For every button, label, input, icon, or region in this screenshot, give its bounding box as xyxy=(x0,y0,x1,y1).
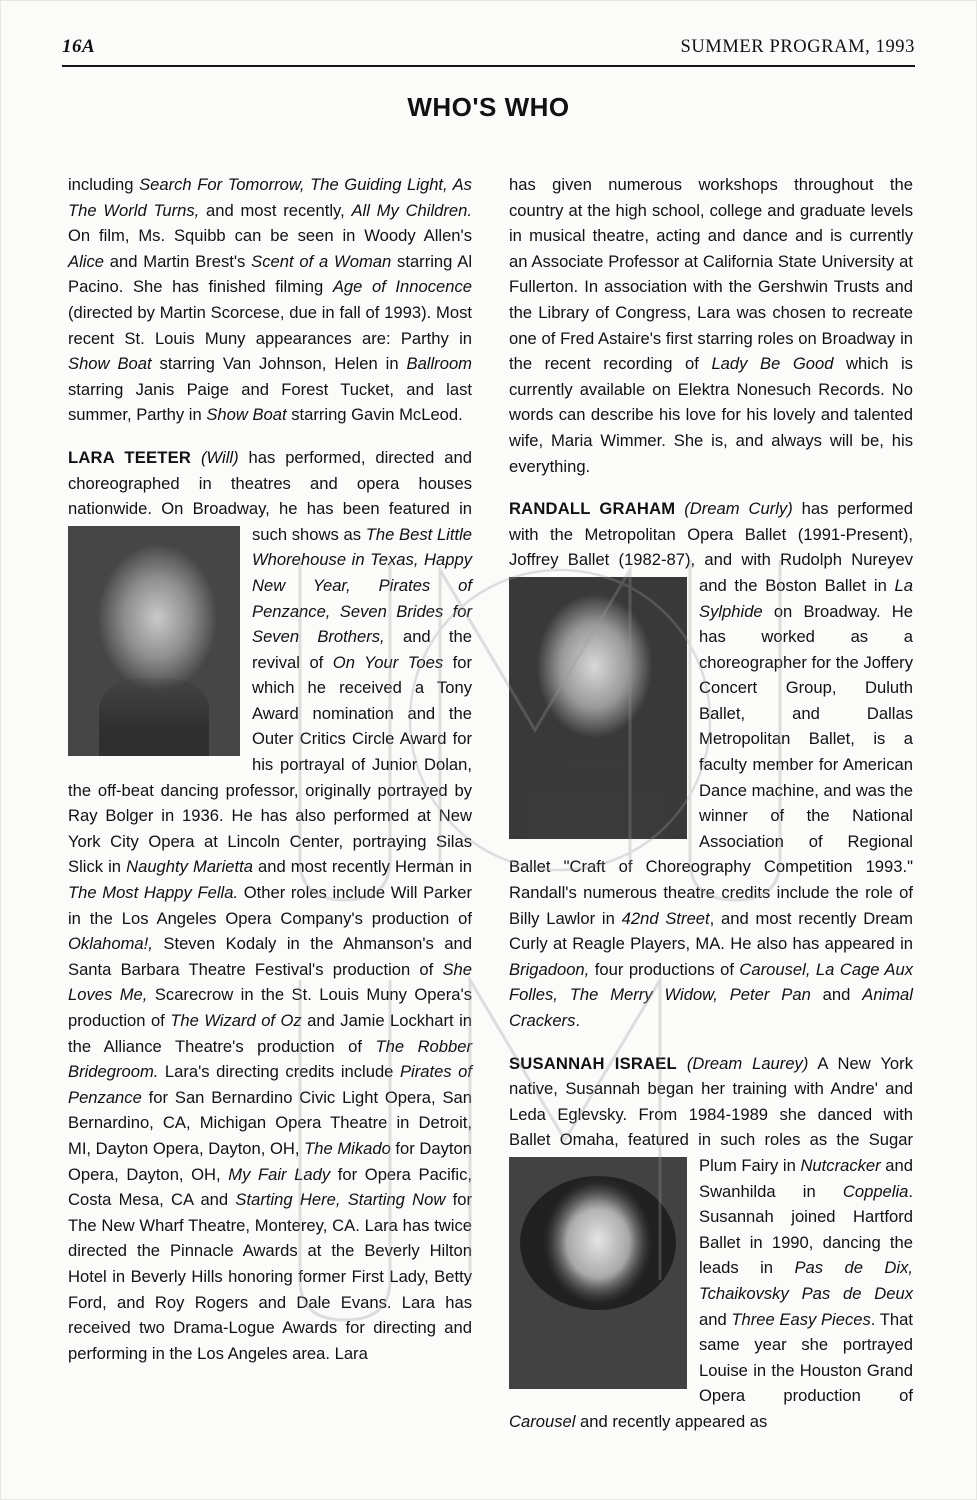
bio-role-susannah-israel: (Dream Laurey) xyxy=(686,1053,809,1073)
issue-label: SUMMER PROGRAM, 1993 xyxy=(680,37,915,57)
paragraph-susannah-israel: SUSANNAH ISRAEL (Dream Laurey) A New York native, Susannah began her training with Andre' and Leda Eglevsky. From 1984-1989 she danced with Ballet Omaha, featured in such roles as the Sugar Plum Fairy in Nutcracker and Swanhilda in Coppelia. Susannah joined Hartford Ballet in 1990, dancing the leads in Pas de Dix, Tchaikovsky Pas de Deux and Three Easy Pieces. That same year she portrayed Louise in the Houston Grand Opera production of Carousel and recently appeared as xyxy=(509,1053,913,1431)
paragraph-teeter-continued: has given numerous workshops throughout the country at the high school, college and graduate levels in musical theatre, acting and dance and is currently an Associate Professor at California State University at Fullerton. In association with the Gershwin Trusts and the Library of Congress, Lara was chosen to recreate one of Fred Astaire's first starring roles on Broadway in the recent recording of Lady Be Good which is currently available on Elektra Nonesuch Records. No words can describe his love for his lovely and talented wife, Maria Wimmer. She is, and always will be, his everything. xyxy=(509,175,913,476)
bio-role-lara-teeter: (Will) xyxy=(200,447,239,467)
paragraph-lara-teeter: LARA TEETER (Will) has performed, directed and choreographed in theatres and opera houses nationwide. On Broadway, he has been featured in such shows as The Best Little Whorehouse in Texas, Happy New Year, Pirates of Penzance, Seven Brides for Seven Brothers, and the revival of On Your Toes for which he received a Tony Award nomination and the Outer Critics Circle Award for his portrayal of Junior Dolan, the off-beat dancing professor, originally portrayed by Ray Bolger in 1936. He has also performed at New York City Opera at Lincoln Center, portraying Silas Slick in Naughty Marietta and most recently Herman in The Most Happy Fella. Other roles include Will Parker in the Los Angeles Opera Company's production of Oklahoma!, Steven Kodaly in the Ahmanson's and Santa Barbara Theatre Festival's production of She Loves Me, Scarecrow in the St. Louis Muny Opera's production of The Wizard of Oz and Jamie Lockhart in the Alliance Theatre's production of The Robber Bridegroom. Lara's directing credits include Pirates of Penzance for San Bernardino Civic Light Opera, San Bernardino, CA, Michigan Opera Theatre in Detroit, MI, Dayton Opera, Dayton, OH, The Mikado for Dayton Opera, Dayton, OH, My Fair Lady for Opera Pacific, Costa Mesa, CA and Starting Here, Starting Now for The New Wharf Theatre, Monterey, CA. Lara has twice directed the Pinnacle Awards at the Beverly Hilton Hotel in Beverly Hills honoring former First Lady, Betty Ford, and Roy Rogers and Dale Evans. Lara has received two Drama-Logue Awards for directing and performing in the Los Angeles area. Lara xyxy=(68,447,473,1363)
bio-name-lara-teeter: LARA TEETER xyxy=(68,447,192,467)
column-right xyxy=(509,172,913,1435)
bio-name-susannah-israel: SUSANNAH ISRAEL xyxy=(509,1053,677,1073)
bio-role-randall-graham: (Dream Curly) xyxy=(684,499,793,519)
header-rule xyxy=(62,65,915,67)
column-left xyxy=(68,172,472,1366)
page-folio: 16A xyxy=(62,36,96,57)
paragraph-squibb-continued: including Search For Tomorrow, The Guiding Light, As The World Turns, and most recently, All My Children. On film, Ms. Squibb can be seen in Woody Allen's Alice and Martin Brest's Scent of a Woman starring Al Pacino. She has finished filming Age of Innocence (directed by Martin Scorcese, due in fall of 1993). Most recent St. Louis Muny appearances are: Parthy in Show Boat starring Van Johnson, Helen in Ballroom starring Janis Paige and Forest Tucket, and last summer, Parthy in Show Boat starring Gavin McLeod. xyxy=(68,175,472,425)
bio-name-randall-graham: RANDALL GRAHAM xyxy=(509,499,676,519)
randall-graham-photo xyxy=(509,577,687,839)
paragraph-randall-graham: RANDALL GRAHAM (Dream Curly) has performed with the Metropolitan Opera Ballet (1991-Present), Joffrey Ballet (1982-87), and with Rudolph Nureyev and the Boston Ballet in La Sylphide on Broadway. He has worked as a choreographer for the Joffery Concert Group, Duluth Ballet, and Dallas Metropolitan Ballet, is a faculty member for American Dance machine, and was the winner of the National Association of Regional Ballet "Craft of Choreography Competition 1993." Randall's numerous theatre credits include the role of Billy Lawlor in 42nd Street, and most recently Dream Curly at Reagle Players, MA. He also has appeared in Brigadoon, four productions of Carousel, La Cage Aux Folles, The Merry Widow, Peter Pan and Animal Crackers. xyxy=(509,499,914,1030)
susannah-israel-photo xyxy=(509,1157,687,1389)
lara-teeter-photo xyxy=(68,526,240,756)
running-head xyxy=(62,36,915,70)
section-title: WHO'S WHO xyxy=(407,92,570,122)
body-columns xyxy=(68,172,913,1462)
